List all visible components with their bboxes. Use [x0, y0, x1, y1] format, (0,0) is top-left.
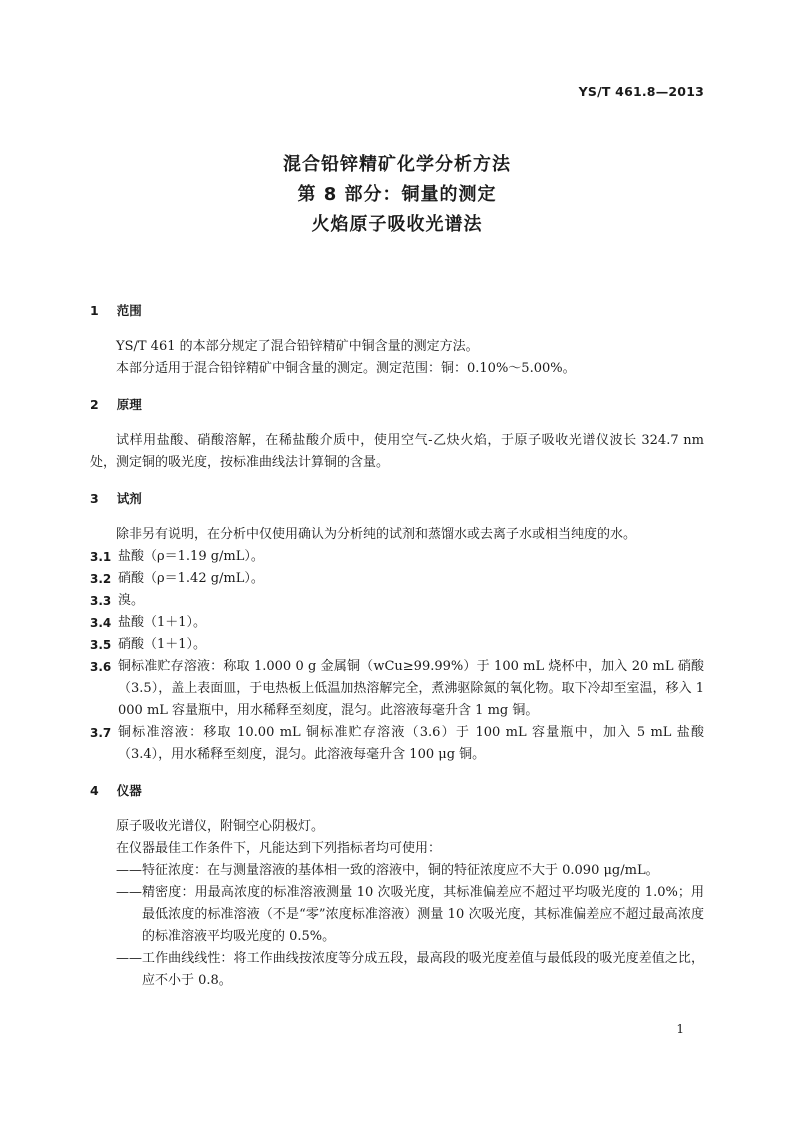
- section-heading-apparatus: [90, 780, 704, 802]
- section-heading-scope: [90, 300, 704, 322]
- section-title: 原理: [116, 397, 142, 412]
- page-number: 1: [676, 1022, 684, 1036]
- paragraph: 原子吸收光谱仪，附铜空心阴极灯。: [116, 819, 325, 834]
- section-title: 仪器: [116, 783, 142, 798]
- item-number: 3.2: [90, 572, 112, 586]
- item-number: 3.6: [90, 660, 112, 674]
- section-title: 范围: [116, 303, 142, 318]
- paragraph: 除非另有说明，在分析中仅使用确认为分析纯的试剂和蒸馏水或去离子水或相当纯度的水。: [116, 527, 637, 542]
- item-text: 精密度：用最高浓度的标准溶液测量 10 次吸光度，其标准偏差应不超过平均吸光度的 1.0%；用最低浓度的标准溶液（不是“零”浓度标准溶液）测量 10 次吸光度，其标准偏差应不超过最高浓度的标准溶液平均吸光度的 0.5%。: [142, 885, 704, 944]
- list-item: [90, 612, 704, 634]
- dash-list-item: [90, 860, 704, 882]
- document-body: [90, 300, 704, 992]
- item-number: 3.3: [90, 594, 112, 608]
- item-text: 盐酸（ρ＝1.19 g/mL）。: [118, 549, 264, 564]
- section-number: 2: [90, 397, 99, 412]
- document-title: [0, 150, 794, 240]
- list-item: [90, 634, 704, 656]
- list-item: [90, 590, 704, 612]
- section-number: 1: [90, 303, 99, 318]
- item-text: 特征浓度：在与测量溶液的基体相一致的溶液中，铜的特征浓度应不大于 0.090 μg/mL。: [142, 863, 659, 878]
- item-number: 3.5: [90, 638, 112, 652]
- title-line-1: 混合铅锌精矿化学分析方法: [283, 154, 511, 175]
- list-item: [90, 722, 704, 766]
- list-item: [90, 546, 704, 568]
- item-text: 盐酸（1＋1）。: [118, 615, 207, 630]
- standard-code: YS/T 461.8—2013: [578, 84, 704, 99]
- item-text: 工作曲线线性：将工作曲线按浓度等分成五段，最高段的吸光度差值与最低段的吸光度差值之比，应不小于 0.8。: [142, 951, 704, 988]
- list-item: [90, 656, 704, 722]
- title-line-2: 第 8 部分：铜量的测定: [297, 184, 497, 205]
- section-heading-principle: [90, 394, 704, 416]
- paragraph: 试样用盐酸、硝酸溶解，在稀盐酸介质中，使用空气-乙炔火焰，于原子吸收光谱仪波长 324.7 nm 处，测定铜的吸光度，按标准曲线法计算铜的含量。: [90, 433, 704, 470]
- section-title: 试剂: [116, 491, 142, 506]
- title-line-3: 火焰原子吸收光谱法: [311, 214, 483, 235]
- section-number: 4: [90, 783, 99, 798]
- dash-marker: ——: [116, 951, 142, 966]
- item-text: 硝酸（ρ＝1.42 g/mL）。: [118, 571, 264, 586]
- section-heading-reagents: [90, 488, 704, 510]
- dash-marker: ——: [116, 885, 142, 900]
- dash-list-item: [90, 882, 704, 948]
- item-number: 3.4: [90, 616, 112, 630]
- item-text: 溴。: [118, 593, 145, 608]
- dash-marker: ——: [116, 863, 142, 878]
- paragraph: 在仪器最佳工作条件下，凡能达到下列指标者均可使用：: [116, 841, 442, 856]
- item-text: 铜标准贮存溶液：称取 1.000 0 g 金属铜（wCu≥99.99%）于 100 mL 烧杯中，加入 20 mL 硝酸（3.5），盖上表面皿，于电热板上低温加热溶解完全，煮沸驱除氮的氧化物。取下冷却至室温，移入 1 000 mL 容量瓶中，用水稀释至刻度，混匀。此溶液每毫升含 1 mg 铜。: [118, 659, 704, 718]
- dash-list-item: [90, 948, 704, 992]
- item-text: 铜标准溶液：移取 10.00 mL 铜标准贮存溶液（3.6）于 100 mL 容量瓶中，加入 5 mL 盐酸（3.4），用水稀释至刻度，混匀。此溶液每毫升含 100 μg 铜。: [118, 725, 704, 762]
- list-item: [90, 568, 704, 590]
- item-number: 3.1: [90, 550, 112, 564]
- item-number: 3.7: [90, 726, 112, 740]
- section-number: 3: [90, 491, 99, 506]
- paragraph: 本部分适用于混合铅锌精矿中铜含量的测定。测定范围：铜：0.10%～5.00%。: [116, 361, 576, 376]
- paragraph: YS/T 461 的本部分规定了混合铅锌精矿中铜含量的测定方法。: [116, 339, 479, 354]
- item-text: 硝酸（1＋1）。: [118, 637, 207, 652]
